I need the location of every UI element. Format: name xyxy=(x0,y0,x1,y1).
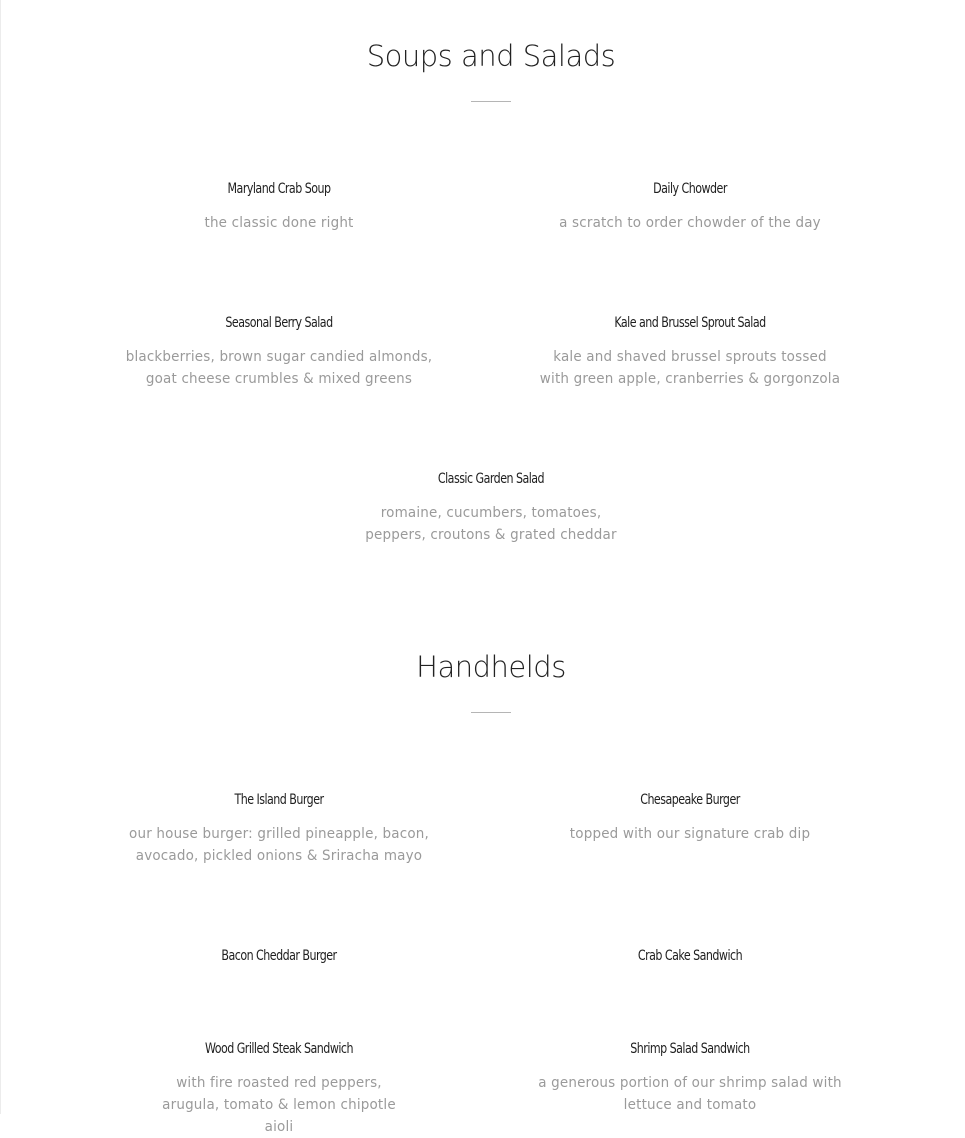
menu-item-name: Bacon Cheddar Burger xyxy=(221,948,337,964)
menu-item-shrimp-salad-sandwich xyxy=(525,1039,855,1116)
menu-item-description: with fire roasted red peppers, arugula, tomato & lemon chipotle aioli xyxy=(162,1075,396,1135)
menu-item-description: topped with our signature crab dip xyxy=(569,826,811,842)
menu-item-name: Wood Grilled Steak Sandwich xyxy=(205,1041,353,1057)
menu-item-description: the classic done right xyxy=(204,215,354,231)
menu-item-description: blackberries, brown sugar candied almonds, goat cheese crumbles & mixed greens xyxy=(125,349,433,387)
menu-item-chesapeake-burger xyxy=(525,790,855,845)
menu-item-wood-grilled-steak-sandwich xyxy=(114,1039,444,1138)
menu-item-island-burger xyxy=(114,790,444,867)
menu-item-description: a generous portion of our shrimp salad with lettuce and tomato xyxy=(538,1075,842,1113)
menu-item-description: a scratch to order chowder of the day xyxy=(559,215,821,231)
section-divider xyxy=(471,712,511,713)
menu-item-name: Shrimp Salad Sandwich xyxy=(630,1041,750,1057)
menu-item-name: Daily Chowder xyxy=(653,181,727,197)
menu-item-seasonal-berry-salad xyxy=(114,313,444,390)
menu-item-crab-cake-sandwich xyxy=(525,946,855,966)
menu-item-description: romaine, cucumbers, tomatoes, peppers, croutons & grated cheddar xyxy=(365,505,617,543)
menu-item-classic-garden-salad xyxy=(326,469,656,546)
menu-item-description: our house burger: grilled pineapple, bacon, avocado, pickled onions & Sriracha mayo xyxy=(129,826,429,864)
section-title: Soups and Salads xyxy=(366,39,616,73)
menu-item-daily-chowder xyxy=(525,179,855,234)
menu-item-name: Kale and Brussel Sprout Salad xyxy=(614,315,766,331)
section-divider xyxy=(471,101,511,102)
section-title: Handhelds xyxy=(416,650,566,684)
menu-item-name: Maryland Crab Soup xyxy=(227,181,331,197)
menu-item-bacon-cheddar-burger xyxy=(114,946,444,966)
menu-item-name: Crab Cake Sandwich xyxy=(637,948,743,964)
menu-item-description: kale and shaved brussel sprouts tossed with green apple, cranberries & gorgonzola xyxy=(539,349,841,387)
menu-item-name: Classic Garden Salad xyxy=(437,471,545,487)
menu-item-name: The Island Burger xyxy=(234,792,324,808)
menu-item-maryland-crab-soup xyxy=(114,179,444,234)
menu-item-kale-brussel-sprout-salad xyxy=(525,313,855,390)
menu-item-name: Chesapeake Burger xyxy=(640,792,740,808)
menu-item-name: Seasonal Berry Salad xyxy=(225,315,333,331)
